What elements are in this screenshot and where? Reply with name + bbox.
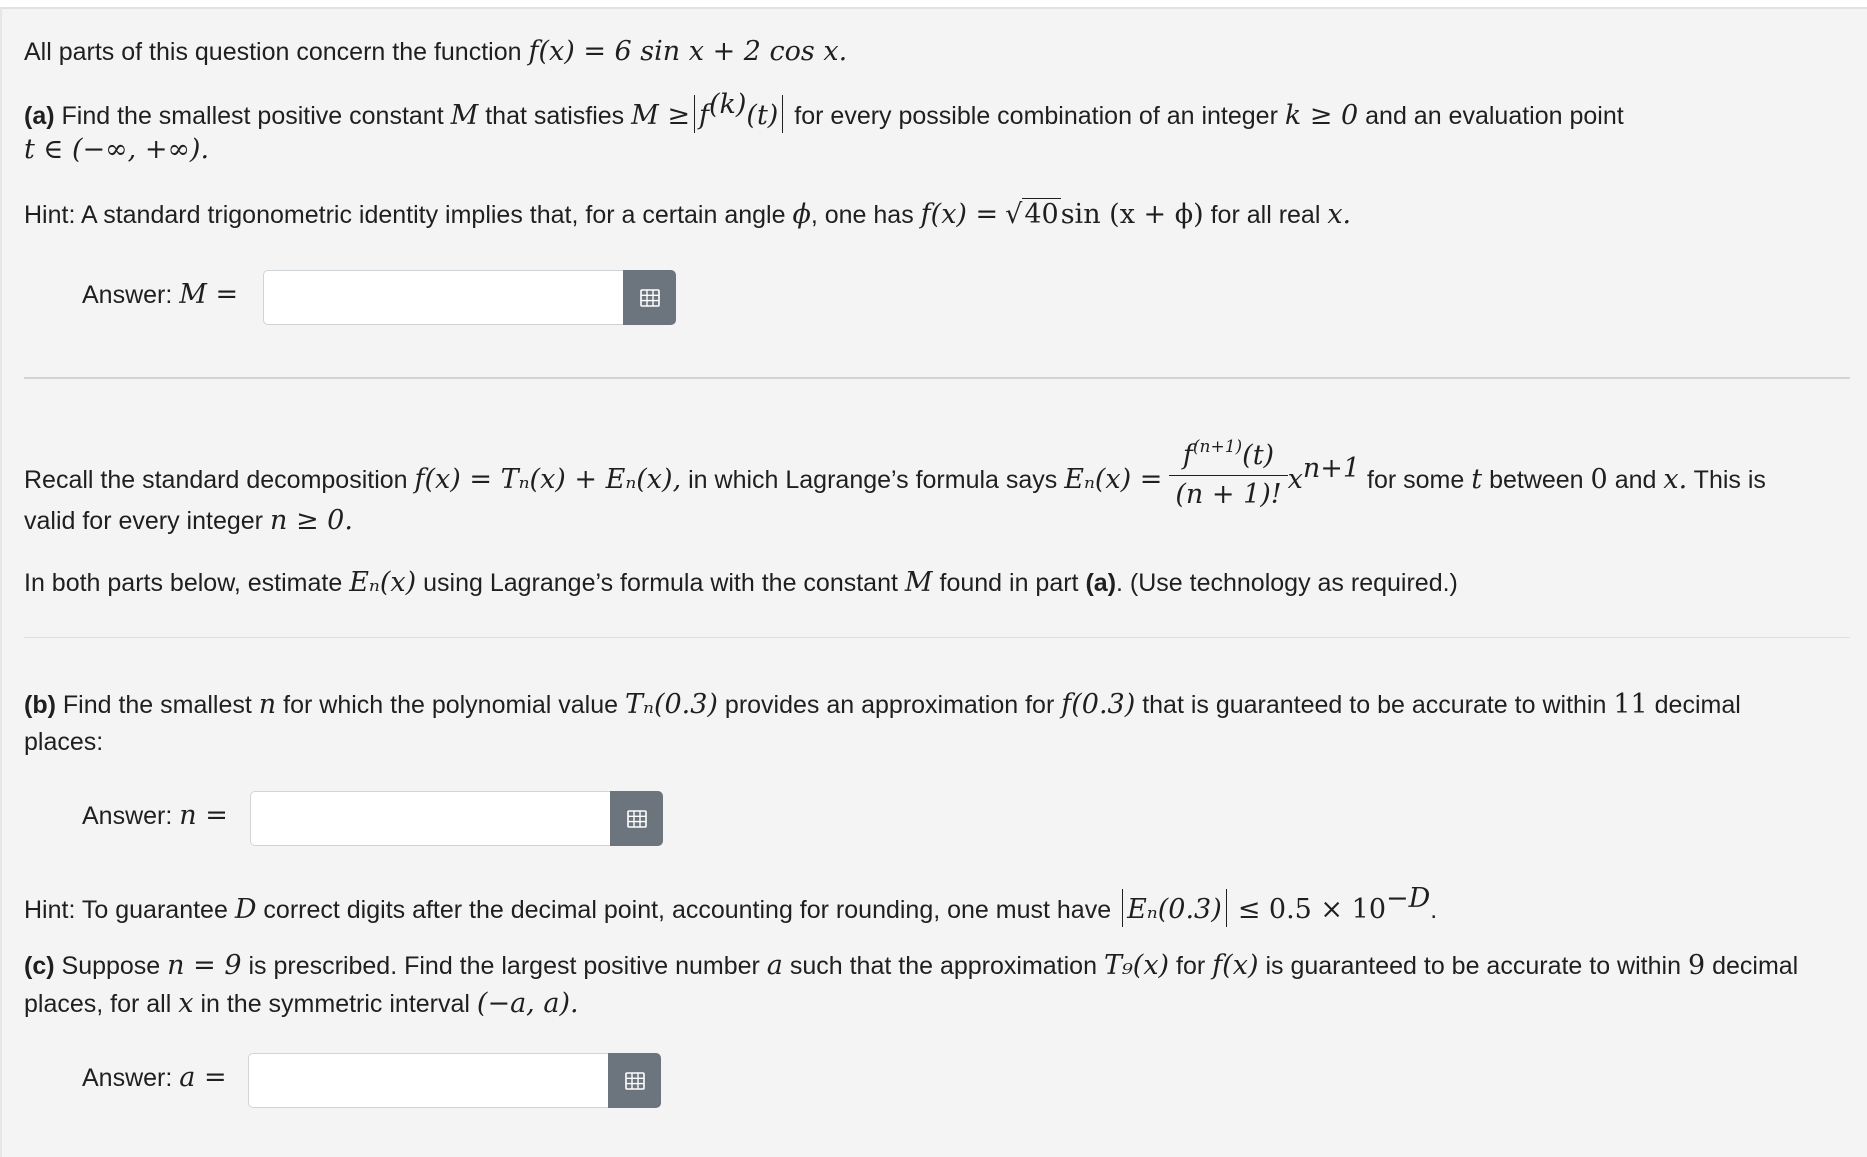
- part-a-label: (a): [24, 102, 55, 130]
- recall-text: in which Lagrange’s formula says: [688, 466, 1058, 495]
- part-a-line-2: [24, 135, 209, 165]
- part-b-line-2: [24, 727, 103, 757]
- part-c-text: Suppose: [61, 952, 161, 980]
- divider: [24, 377, 1850, 379]
- part-c-label: (c): [24, 952, 55, 980]
- math-zero: 0: [1590, 464, 1608, 496]
- math-fraction: [1169, 439, 1287, 512]
- math-sqrt-value: 40: [1024, 199, 1059, 230]
- answer-c-group: [248, 1053, 661, 1108]
- abs-bar-left: [1122, 889, 1123, 927]
- grid-icon: [625, 1072, 645, 1090]
- math-sqrt: √40: [1005, 199, 1059, 230]
- part-a-text: for every possible combination of an integer: [794, 102, 1278, 130]
- math-En: Eₙ(x) =: [1064, 464, 1163, 496]
- part-b-text: that is guaranteed to be accurate to within: [1142, 691, 1607, 719]
- math-bound: ≤ 0.5 × 10: [1237, 894, 1386, 925]
- math-a: a: [766, 950, 783, 981]
- math-f-value: f(0.3): [1061, 689, 1136, 720]
- part-b-text: Find the smallest: [62, 691, 252, 719]
- part-a-text: that satisfies: [485, 102, 625, 130]
- math-t: t: [1471, 464, 1483, 496]
- hint-a-text: for all real: [1210, 201, 1321, 229]
- question-card: [0, 7, 1867, 1157]
- hint-b-text: .: [1430, 896, 1438, 924]
- part-b-label: (b): [24, 691, 56, 719]
- answer-label-text: Answer:: [82, 281, 173, 309]
- intro-line: [24, 37, 847, 67]
- math-sup: n+1: [1302, 452, 1361, 484]
- math-x: x: [1287, 464, 1303, 496]
- abs-bar-right: [1226, 889, 1227, 927]
- abs-bar-left: [694, 95, 695, 133]
- answer-b-group: [250, 791, 663, 846]
- answer-a-input[interactable]: [263, 270, 623, 325]
- hint-b-text: Hint: To guarantee: [24, 896, 228, 924]
- grid-icon: [627, 810, 647, 828]
- recall-text: Recall the standard decomposition: [24, 466, 408, 495]
- math-M: M: [904, 567, 933, 598]
- both-parts-line: [24, 568, 1458, 598]
- hint-a: [24, 200, 1351, 230]
- math-interval: (−a, a).: [476, 988, 579, 1019]
- hint-a-text: Hint: A standard trigonometric identity implies that, for a certain angle: [24, 201, 786, 229]
- part-b-text: provides an approximation for: [724, 691, 1055, 719]
- math-M: M: [450, 100, 479, 131]
- answer-b-label: [82, 801, 228, 831]
- math-k-condition: k ≥ 0: [1284, 100, 1359, 131]
- answer-label-var: M =: [179, 279, 239, 310]
- math-x: x: [178, 988, 194, 1019]
- math-arg: (t): [1242, 440, 1275, 471]
- intro-text: All parts of this question concern the function: [24, 38, 522, 66]
- part-b-line-1: [24, 690, 1741, 720]
- part-a-text: Find the smallest positive constant: [61, 102, 444, 130]
- math-derivative-order: (k): [708, 88, 747, 120]
- recall-line-2: [24, 506, 353, 536]
- math-arg: (t): [746, 100, 779, 131]
- recall-text: between: [1489, 466, 1584, 495]
- both-parts-text: In both parts below, estimate: [24, 569, 343, 597]
- math-rhs: sin (x + ϕ): [1060, 199, 1204, 230]
- both-parts-text: . (Use technology as required.): [1116, 569, 1458, 597]
- part-a-line-1: [24, 88, 1624, 133]
- math-inequality: M ≥: [631, 100, 690, 131]
- math-digits: 9: [1687, 950, 1706, 981]
- math-digits: 11: [1613, 689, 1648, 720]
- recall-text: valid for every integer: [24, 507, 264, 535]
- abs-bar-right: [782, 95, 783, 133]
- math-decomposition: f(x) = Tₙ(x) + Eₙ(x),: [414, 464, 682, 496]
- answer-label-var: n =: [179, 800, 228, 831]
- math-D: D: [234, 894, 257, 925]
- math-n: n: [258, 689, 277, 720]
- part-c-text: such that the approximation: [789, 952, 1097, 980]
- part-c-line-2: [24, 989, 579, 1019]
- math-T9: T₉(x): [1103, 950, 1170, 981]
- part-b-text: decimal: [1654, 691, 1741, 719]
- part-c-text: is guaranteed to be accurate to within: [1265, 952, 1681, 980]
- math-Tn: Tₙ(0.3): [625, 689, 718, 720]
- recall-text: and: [1614, 466, 1657, 495]
- answer-label-text: Answer:: [82, 1064, 173, 1092]
- math-x: x.: [1327, 199, 1352, 230]
- math-sup: (n+1): [1192, 437, 1243, 457]
- grid-icon: [640, 289, 660, 307]
- recall-text: This is: [1693, 466, 1766, 495]
- math-abs-expr: Eₙ(0.3): [1127, 894, 1222, 925]
- hint-b: [24, 882, 1438, 927]
- answer-c-label: [82, 1063, 227, 1093]
- answer-b-input[interactable]: [250, 791, 610, 846]
- part-c-text: for: [1176, 952, 1206, 980]
- answer-c-equation-button[interactable]: [608, 1053, 661, 1108]
- both-parts-text: using Lagrange’s formula with the constant: [423, 569, 898, 597]
- math-n-condition: n ≥ 0.: [269, 505, 353, 536]
- math-f: f: [698, 100, 709, 131]
- fraction-numerator: [1169, 439, 1287, 476]
- fraction-denominator: (n + 1)!: [1175, 479, 1282, 510]
- math-lhs: f(x) =: [920, 199, 999, 230]
- answer-a-label: [82, 280, 238, 310]
- part-a-reference: (a): [1085, 569, 1117, 597]
- part-c-text: places, for all: [24, 990, 172, 1018]
- math-f: f: [1182, 440, 1193, 471]
- part-a-text: and an evaluation point: [1365, 102, 1624, 130]
- math-phi: ϕ: [792, 199, 811, 230]
- answer-b-equation-button[interactable]: [610, 791, 663, 846]
- answer-label-var: a =: [179, 1062, 227, 1093]
- both-parts-text: found in part: [939, 569, 1079, 597]
- math-sup: −D: [1386, 882, 1431, 914]
- math-fx: f(x): [1212, 950, 1259, 981]
- part-c-line-1: [24, 951, 1798, 981]
- intro-function: f(x) = 6 sin x + 2 cos x.: [528, 36, 848, 67]
- math-En: Eₙ(x): [349, 567, 417, 598]
- math-t-domain: t ∈ (−∞, +∞).: [24, 134, 210, 165]
- part-b-text: places:: [24, 728, 104, 756]
- answer-label-text: Answer:: [82, 802, 173, 830]
- hint-a-text: , one has: [810, 201, 914, 229]
- answer-c-input[interactable]: [248, 1053, 608, 1108]
- math-x: x.: [1663, 464, 1688, 496]
- math-n-equals: n = 9: [167, 950, 242, 981]
- divider: [24, 637, 1850, 638]
- hint-b-text: correct digits after the decimal point, accounting for rounding, one must have: [263, 896, 1112, 924]
- part-c-text: decimal: [1712, 952, 1799, 980]
- part-b-text: for which the polynomial value: [283, 691, 619, 719]
- recall-text: for some: [1367, 466, 1465, 495]
- answer-a-equation-button[interactable]: [623, 270, 676, 325]
- part-c-text: is prescribed. Find the largest positive number: [248, 952, 760, 980]
- answer-a-group: [263, 270, 676, 325]
- part-c-text: in the symmetric interval: [200, 990, 470, 1018]
